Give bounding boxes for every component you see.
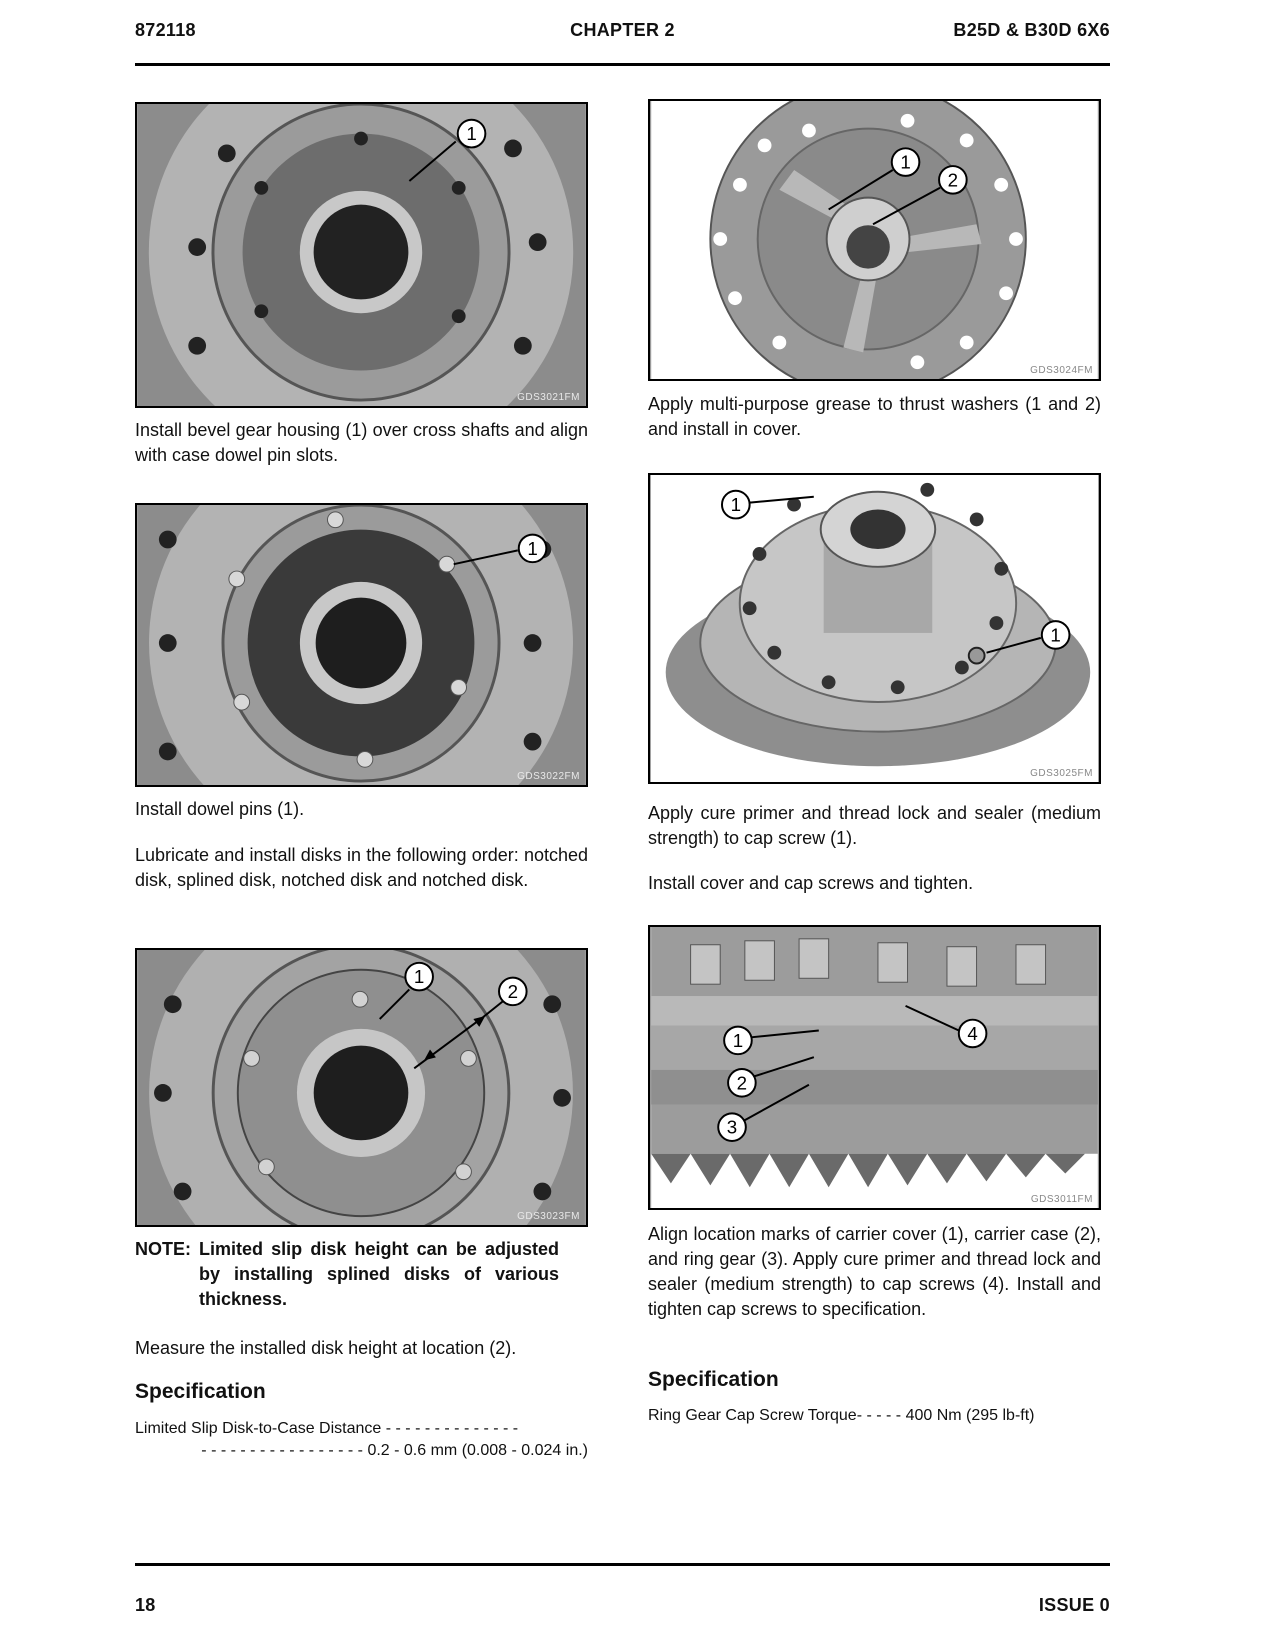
instruction-install-cover: Install cover and cap screws and tighten. [648,873,974,893]
figure-thrust-washers [648,99,1101,381]
instruction-bevel-gear-housing: Install bevel gear housing (1) over cross shafts and align with case dowel pin slots. [135,420,588,465]
chapter-title: CHAPTER 2 [570,20,675,40]
location-marks-photo [650,927,1099,1208]
instruction-dowel-pins: Install dowel pins (1). [135,799,305,819]
thrust-washers-photo [650,101,1099,379]
callout-4: 4 [967,1022,978,1044]
figure-id-label: GDS3025FM [1030,768,1093,779]
callout-1: 1 [732,1029,744,1051]
callout-3: 3 [726,1116,738,1138]
footer-rule [135,1563,1110,1566]
figure-location-marks [648,925,1101,1210]
specification-heading-left: Specification [135,1380,266,1403]
model-title: B25D & B30D 6X6 [953,20,1110,40]
callout-1: 1 [900,151,911,173]
callout-1: 1 [413,966,425,988]
figure-id-label: GDS3024FM [1030,365,1093,376]
spec-disk-to-case-value: - - - - - - - - - - - - - - - - - 0.2 - 0.6 mm (0.008 - 0.024 in.) [201,1442,588,1459]
issue-label: ISSUE 0 [1038,1595,1110,1615]
spec-disk-to-case-label: Limited Slip Disk-to-Case Distance - - - - - - - - - - - - - - [135,1420,519,1437]
figure-id-label: GDS3021FM [517,392,580,403]
callout-1-top: 1 [730,494,742,516]
callout-1-right: 1 [1050,624,1061,646]
callout-2: 2 [947,169,959,191]
spec-ring-gear-torque: Ring Gear Cap Screw Torque- - - - - 400 Nm (295 lb-ft) [648,1407,1035,1424]
figure-id-label: GDS3023FM [517,1211,580,1222]
specification-heading-right: Specification [648,1368,779,1391]
page-number: 18 [135,1595,156,1615]
disk-height-photo [137,950,586,1225]
figure-dowel-pins [135,503,588,787]
instruction-measure-disk-height: Measure the installed disk height at location (2). [135,1338,517,1358]
callout-1: 1 [527,537,538,559]
figure-bevel-gear-housing [135,102,588,408]
figure-disk-height [135,948,588,1227]
note-text: Limited slip disk height can be adjusted by installing splined disks of various thickness. [199,1239,559,1309]
callout-1: 1 [466,123,477,145]
dowel-pins-photo [137,505,586,785]
cover-cap-screw-photo [650,475,1099,782]
figure-cover-cap-screw [648,473,1101,784]
instruction-disk-order: Lubricate and install disks in the following order: notched disk, splined disk, notched disk and notched disk. [135,845,588,890]
header-rule [135,63,1110,66]
figure-id-label: GDS3011FM [1030,1194,1093,1205]
callout-2: 2 [736,1072,748,1094]
figure-id-label: GDS3022FM [517,771,580,782]
instruction-align-location-marks: Align location marks of carrier cover (1), carrier case (2), and ring gear (3). Apply cure primer and thread lock and sealer (medium strength) to cap screws (4). Install and tighten cap screws to specification. [648,1224,1101,1319]
callout-2: 2 [507,980,519,1002]
note-label: NOTE: [135,1239,191,1259]
bevel-gear-housing-photo [137,104,586,406]
document-number: 872118 [135,20,196,40]
instruction-cure-primer: Apply cure primer and thread lock and sealer (medium strength) to cap screw (1). [648,803,1101,848]
instruction-thrust-washers: Apply multi-purpose grease to thrust washers (1 and 2) and install in cover. [648,394,1101,439]
